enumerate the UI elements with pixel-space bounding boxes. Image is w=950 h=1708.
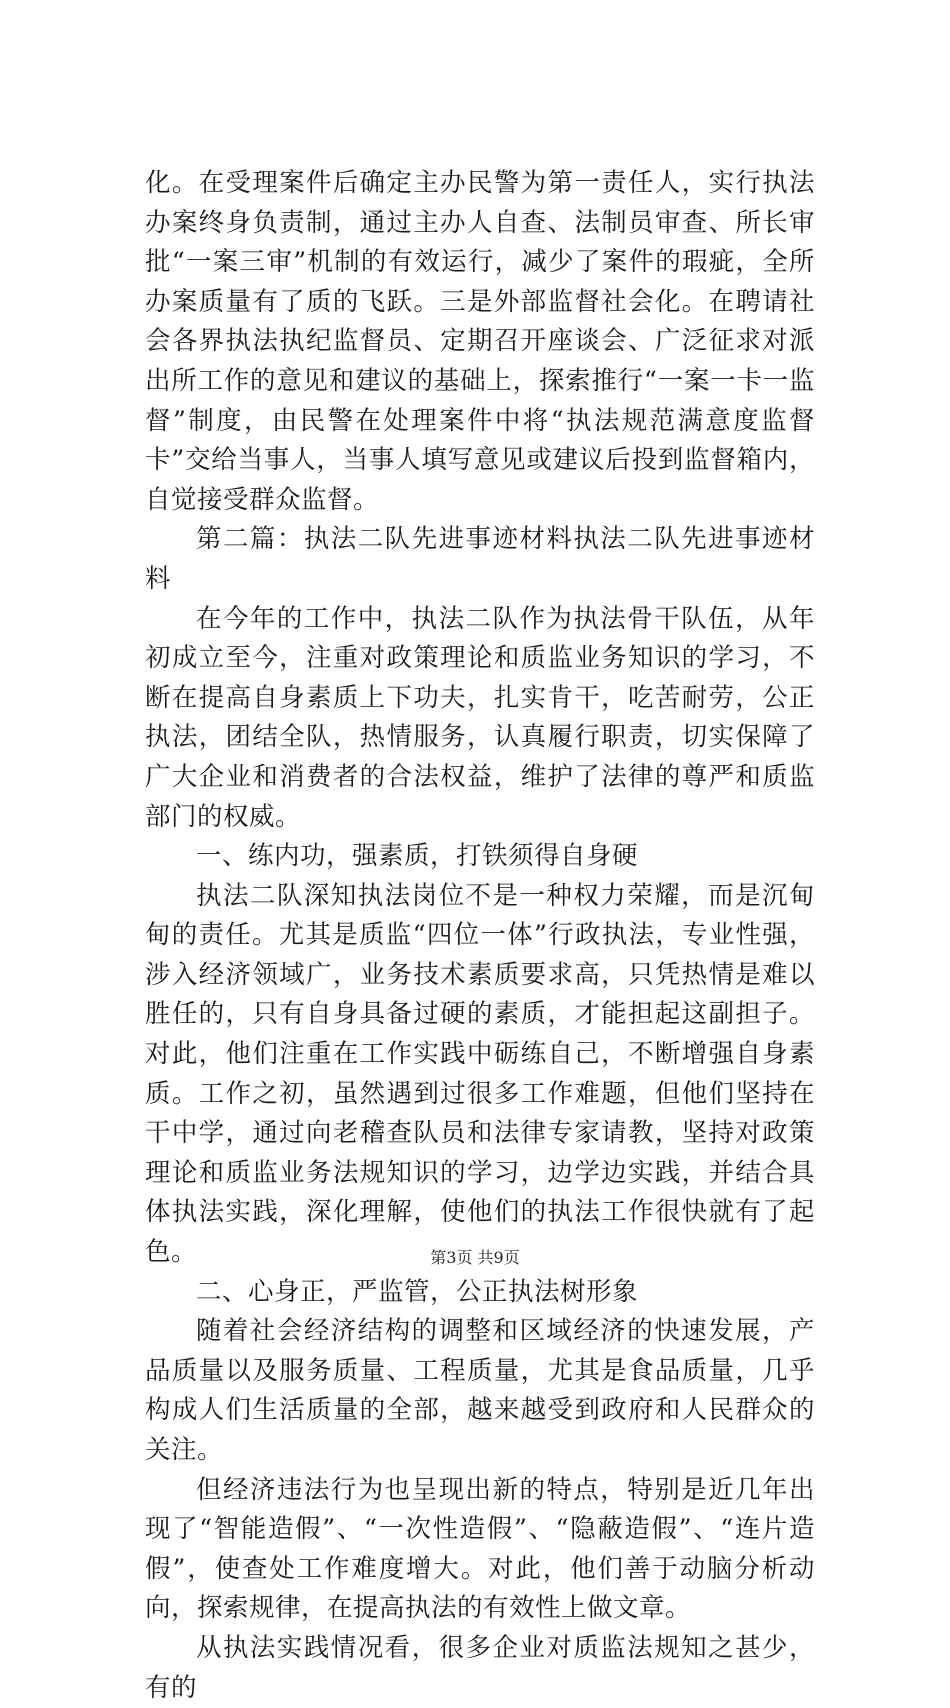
heading-section-1: 一、练内功，强素质，打铁须得自身硬 (196, 841, 639, 872)
paragraph-section-2a: 随着社会经济结构的调整和区域经济的快速发展，产品质量以及服务质量、工程质量，尤其是食品质量，几乎构成人们生活质量的全部，越来越受到政府和人民群众的关注。 (145, 1316, 815, 1465)
page-number-footer: 第3页 共9页 (430, 1248, 520, 1267)
section-title-chapter-2: 第二篇：执法二队先进事迹材料执法二队先进事迹材料 (145, 524, 815, 594)
paragraph-intro: 在今年的工作中，执法二队作为执法骨干队伍，从年初成立至今，注重对政策理论和质监业务知识的学习，不断在提高自身素质上下功夫，扎实肯干，吃苦耐劳，公正执法，团结全队，热情服务，认真履行职责，切实保障了广大企业和消费者的合法权益，维护了法律的尊严和质监部门的权威。 (145, 603, 815, 832)
paragraph-section-2b: 但经济违法行为也呈现出新的特点，特别是近几年出现了“智能造假”、“一次性造假”、“隐蔽造假”、“连片造假”，使查处工作难度增大。对此，他们善于动脑分析动向，探索规律，在提高执法的有效性上做文章。 (145, 1474, 815, 1624)
paragraph-1: 化。在受理案件后确定主办民警为第一责任人，实行执法办案终身负责制，通过主办人自查、法制员审查、所长审批“一案三审”机制的有效运行，减少了案件的瑕疵，全所办案质量有了质的飞跃。三是外部监督社会化。在聘请社会各界执法执纪监督员、定期召开座谈会、广泛征求对派出所工作的意见和建议的基础上，探索推行“一案一卡一监督”制度，由民警在处理案件中将“执法规范满意度监督卡”交给当事人，当事人填写意见或建议后投到监督箱内，自觉接受群众监督。 (145, 168, 815, 515)
paragraph-section-2c: 从执法实践情况看，很多企业对质监法规知之甚少，有的 (145, 1632, 815, 1703)
heading-section-2: 二、心身正，严监管，公正执法树形象 (196, 1276, 639, 1307)
paragraph-section-1: 执法二队深知执法岗位不是一种权力荣耀，而是沉甸甸的责任。尤其是质监“四位一体”行政执法，专业性强，涉入经济领域广，业务技术素质要求高，只凭热情是难以胜任的，只有自身具备过硬的素质，才能担起这副担子。对此，他们注重在工作实践中砺练自己，不断增强自身素质。工作之初，虽然遇到过很多工作难题，但他们坚持在干中学，通过向老稽查队员和法律专家请教，坚持对政策理论和质监业务法规知识的学习，边学边实践，并结合具体执法实践，深化理解，使他们的执法工作很快就有了起色。 (145, 880, 815, 1268)
document-body (145, 164, 815, 1708)
